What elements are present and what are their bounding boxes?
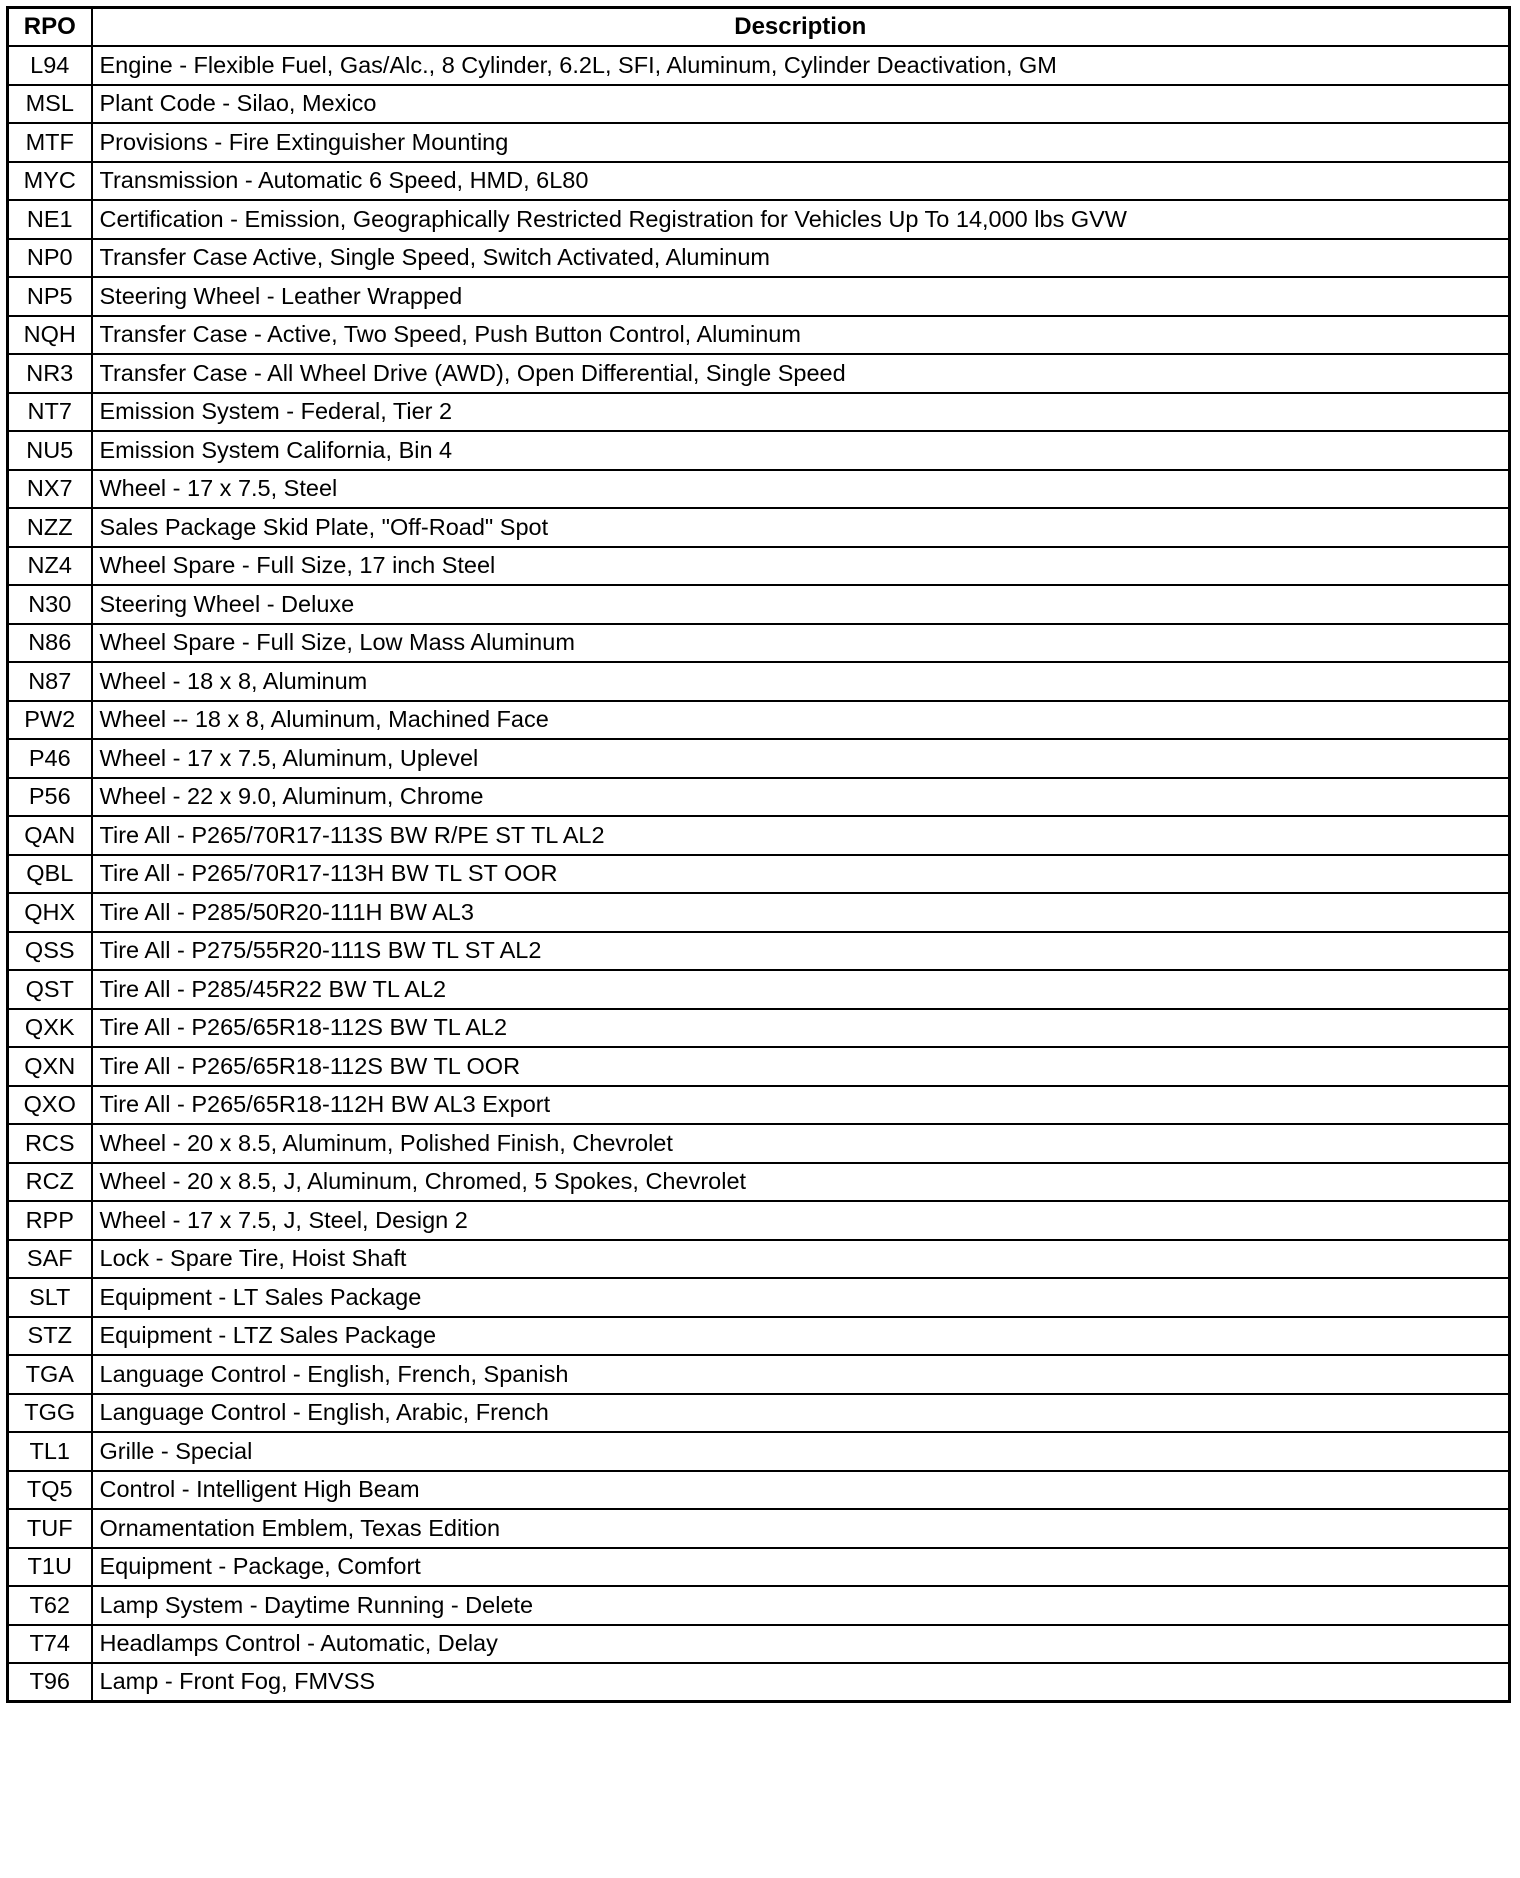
table-row	[8, 1432, 1510, 1471]
rpo-code-cell: QXN	[8, 1047, 92, 1086]
rpo-code-cell: SLT	[8, 1278, 92, 1317]
header-description: Description	[92, 8, 1510, 47]
table-row	[8, 1201, 1510, 1240]
table-row	[8, 508, 1510, 547]
description-cell: Equipment - LT Sales Package	[92, 1278, 1510, 1317]
table-row	[8, 1663, 1510, 1702]
rpo-code-cell: NZ4	[8, 547, 92, 586]
table-row	[8, 1509, 1510, 1548]
description-cell: Tire All - P265/70R17-113H BW TL ST OOR	[92, 855, 1510, 894]
table-row	[8, 1009, 1510, 1048]
rpo-code-cell: L94	[8, 46, 92, 85]
rpo-code-cell: TL1	[8, 1432, 92, 1471]
rpo-code-cell: NE1	[8, 200, 92, 239]
table-row	[8, 1394, 1510, 1433]
description-cell: Steering Wheel - Deluxe	[92, 585, 1510, 624]
table-row	[8, 585, 1510, 624]
table-body	[8, 46, 1510, 1702]
description-cell: Wheel - 20 x 8.5, J, Aluminum, Chromed, 5 Spokes, Chevrolet	[92, 1163, 1510, 1202]
rpo-code-cell: STZ	[8, 1317, 92, 1356]
header-rpo: RPO	[8, 8, 92, 47]
rpo-code-cell: NT7	[8, 393, 92, 432]
description-cell: Wheel - 20 x 8.5, Aluminum, Polished Finish, Chevrolet	[92, 1124, 1510, 1163]
description-cell: Wheel - 18 x 8, Aluminum	[92, 662, 1510, 701]
header-row	[8, 8, 1510, 47]
description-cell: Tire All - P265/65R18-112S BW TL OOR	[92, 1047, 1510, 1086]
table-row	[8, 1586, 1510, 1625]
description-cell: Sales Package Skid Plate, "Off-Road" Spot	[92, 508, 1510, 547]
table-row	[8, 816, 1510, 855]
description-cell: Wheel Spare - Full Size, Low Mass Aluminum	[92, 624, 1510, 663]
description-cell: Wheel - 17 x 7.5, Aluminum, Uplevel	[92, 739, 1510, 778]
rpo-code-cell: N30	[8, 585, 92, 624]
table-row	[8, 354, 1510, 393]
table-row	[8, 932, 1510, 971]
description-cell: Wheel - 17 x 7.5, J, Steel, Design 2	[92, 1201, 1510, 1240]
rpo-code-cell: P46	[8, 739, 92, 778]
description-cell: Provisions - Fire Extinguisher Mounting	[92, 123, 1510, 162]
rpo-code-cell: T1U	[8, 1548, 92, 1587]
table-header	[8, 8, 1510, 47]
rpo-code-cell: T96	[8, 1663, 92, 1702]
table-row	[8, 239, 1510, 278]
rpo-code-cell: QSS	[8, 932, 92, 971]
description-cell: Lock - Spare Tire, Hoist Shaft	[92, 1240, 1510, 1279]
description-cell: Tire All - P285/45R22 BW TL AL2	[92, 970, 1510, 1009]
rpo-code-cell: RCS	[8, 1124, 92, 1163]
rpo-table	[6, 6, 1511, 1703]
table-row	[8, 624, 1510, 663]
rpo-code-cell: QAN	[8, 816, 92, 855]
description-cell: Steering Wheel - Leather Wrapped	[92, 277, 1510, 316]
rpo-code-cell: NU5	[8, 431, 92, 470]
rpo-code-cell: NX7	[8, 470, 92, 509]
rpo-code-cell: SAF	[8, 1240, 92, 1279]
description-cell: Transmission - Automatic 6 Speed, HMD, 6L80	[92, 162, 1510, 201]
table-row	[8, 970, 1510, 1009]
rpo-code-cell: NR3	[8, 354, 92, 393]
table-row	[8, 701, 1510, 740]
description-cell: Transfer Case Active, Single Speed, Switch Activated, Aluminum	[92, 239, 1510, 278]
description-cell: Engine - Flexible Fuel, Gas/Alc., 8 Cylinder, 6.2L, SFI, Aluminum, Cylinder Deactivation, GM	[92, 46, 1510, 85]
table-row	[8, 46, 1510, 85]
table-row	[8, 855, 1510, 894]
description-cell: Language Control - English, Arabic, French	[92, 1394, 1510, 1433]
table-row	[8, 1240, 1510, 1279]
rpo-code-cell: N86	[8, 624, 92, 663]
rpo-code-cell: TGG	[8, 1394, 92, 1433]
description-cell: Lamp - Front Fog, FMVSS	[92, 1663, 1510, 1702]
description-cell: Grille - Special	[92, 1432, 1510, 1471]
rpo-code-cell: NP5	[8, 277, 92, 316]
description-cell: Tire All - P265/70R17-113S BW R/PE ST TL AL2	[92, 816, 1510, 855]
rpo-code-cell: RPP	[8, 1201, 92, 1240]
table-row	[8, 778, 1510, 817]
description-cell: Transfer Case - All Wheel Drive (AWD), Open Differential, Single Speed	[92, 354, 1510, 393]
rpo-code-cell: NP0	[8, 239, 92, 278]
table-row	[8, 1124, 1510, 1163]
description-cell: Wheel - 17 x 7.5, Steel	[92, 470, 1510, 509]
rpo-code-cell: QST	[8, 970, 92, 1009]
rpo-code-cell: QXK	[8, 1009, 92, 1048]
table-row	[8, 162, 1510, 201]
rpo-code-cell: RCZ	[8, 1163, 92, 1202]
rpo-code-cell: P56	[8, 778, 92, 817]
table-row	[8, 316, 1510, 355]
rpo-code-cell: T62	[8, 1586, 92, 1625]
description-cell: Tire All - P265/65R18-112H BW AL3 Export	[92, 1086, 1510, 1125]
description-cell: Wheel - 22 x 9.0, Aluminum, Chrome	[92, 778, 1510, 817]
description-cell: Equipment - LTZ Sales Package	[92, 1317, 1510, 1356]
table-row	[8, 393, 1510, 432]
rpo-code-cell: MYC	[8, 162, 92, 201]
rpo-code-cell: NZZ	[8, 508, 92, 547]
description-cell: Emission System - Federal, Tier 2	[92, 393, 1510, 432]
rpo-code-cell: MSL	[8, 85, 92, 124]
table-row	[8, 470, 1510, 509]
table-row	[8, 85, 1510, 124]
table-row	[8, 739, 1510, 778]
table-row	[8, 1086, 1510, 1125]
table-row	[8, 1625, 1510, 1664]
rpo-code-cell: NQH	[8, 316, 92, 355]
description-cell: Headlamps Control - Automatic, Delay	[92, 1625, 1510, 1664]
table-row	[8, 1355, 1510, 1394]
table-row	[8, 1047, 1510, 1086]
description-cell: Wheel -- 18 x 8, Aluminum, Machined Face	[92, 701, 1510, 740]
table-row	[8, 200, 1510, 239]
description-cell: Tire All - P265/65R18-112S BW TL AL2	[92, 1009, 1510, 1048]
table-row	[8, 1317, 1510, 1356]
rpo-code-cell: QHX	[8, 893, 92, 932]
rpo-code-cell: T74	[8, 1625, 92, 1664]
description-cell: Plant Code - Silao, Mexico	[92, 85, 1510, 124]
description-cell: Transfer Case - Active, Two Speed, Push Button Control, Aluminum	[92, 316, 1510, 355]
description-cell: Tire All - P285/50R20-111H BW AL3	[92, 893, 1510, 932]
description-cell: Language Control - English, French, Spanish	[92, 1355, 1510, 1394]
description-cell: Certification - Emission, Geographically Restricted Registration for Vehicles Up To 14,000 lbs GVW	[92, 200, 1510, 239]
table-row	[8, 893, 1510, 932]
description-cell: Lamp System - Daytime Running - Delete	[92, 1586, 1510, 1625]
rpo-code-cell: TQ5	[8, 1471, 92, 1510]
rpo-code-cell: PW2	[8, 701, 92, 740]
rpo-code-cell: QXO	[8, 1086, 92, 1125]
description-cell: Wheel Spare - Full Size, 17 inch Steel	[92, 547, 1510, 586]
description-cell: Ornamentation Emblem, Texas Edition	[92, 1509, 1510, 1548]
table-row	[8, 662, 1510, 701]
description-cell: Tire All - P275/55R20-111S BW TL ST AL2	[92, 932, 1510, 971]
rpo-code-cell: TUF	[8, 1509, 92, 1548]
rpo-code-cell: QBL	[8, 855, 92, 894]
rpo-code-cell: MTF	[8, 123, 92, 162]
rpo-code-cell: N87	[8, 662, 92, 701]
table-row	[8, 1278, 1510, 1317]
description-cell: Control - Intelligent High Beam	[92, 1471, 1510, 1510]
table-row	[8, 1163, 1510, 1202]
table-row	[8, 277, 1510, 316]
table-row	[8, 1471, 1510, 1510]
rpo-code-cell: TGA	[8, 1355, 92, 1394]
table-row	[8, 547, 1510, 586]
description-cell: Equipment - Package, Comfort	[92, 1548, 1510, 1587]
description-cell: Emission System California, Bin 4	[92, 431, 1510, 470]
table-row	[8, 123, 1510, 162]
table-row	[8, 1548, 1510, 1587]
table-row	[8, 431, 1510, 470]
